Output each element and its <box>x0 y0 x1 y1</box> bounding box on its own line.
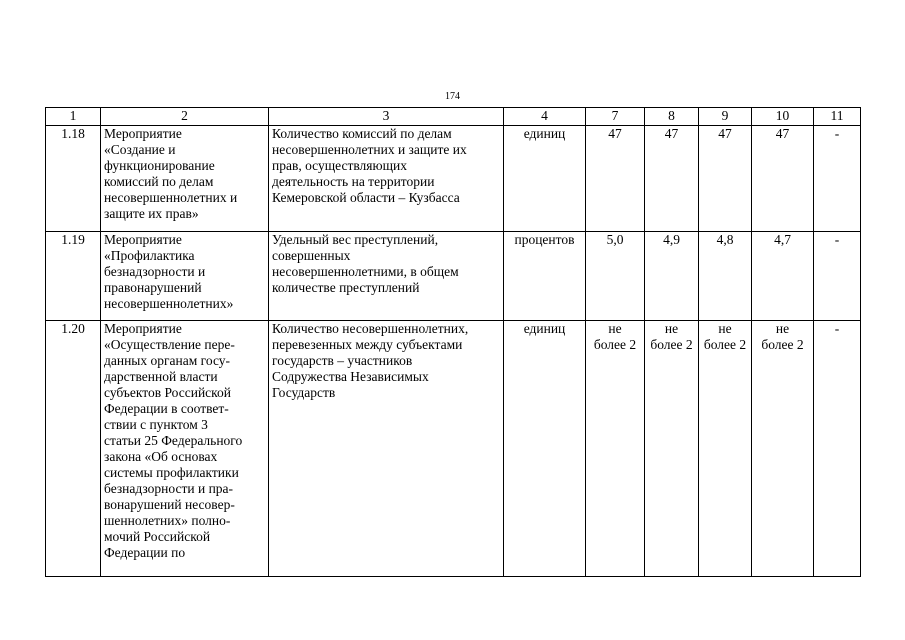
value-col-10: не более 2 <box>752 321 814 577</box>
event-name: Мероприятие «Профилактика безнадзорности и правонарушений несовершеннолетних» <box>101 232 269 321</box>
value-col-7: 5,0 <box>586 232 645 321</box>
event-name: Мероприятие «Создание и функционирование комиссий по делам несовершеннолетних и защите их прав» <box>101 126 269 232</box>
indicators-table <box>45 107 861 577</box>
event-name: Мероприятие «Осуществление пере- данных органам госу- дарственной власти субъектов Российской Федерации в соответ- ствии с пунктом 3 статьи 25 Федерального закона «Об основах системы профилактики безнадзорности и пра- вонарушений несовер- шеннолетних» полно- мочий Российской Федерации по <box>101 321 269 577</box>
value-col-8: 47 <box>645 126 699 232</box>
value-col-11: - <box>814 321 861 577</box>
value-col-9: 47 <box>699 126 752 232</box>
column-header-8: 8 <box>645 108 699 126</box>
column-header-10: 10 <box>752 108 814 126</box>
value-col-8: 4,9 <box>645 232 699 321</box>
column-header-2: 2 <box>101 108 269 126</box>
value-col-7: 47 <box>586 126 645 232</box>
value-col-10: 4,7 <box>752 232 814 321</box>
value-col-11: - <box>814 232 861 321</box>
header-row <box>46 108 861 126</box>
value-col-11: - <box>814 126 861 232</box>
indicator-name: Количество несовершеннолетних, перевезенных между субъектами государств – участников Содружества Независимых Государств <box>269 321 504 577</box>
indicator-name: Количество комиссий по делам несовершеннолетних и защите их прав, осуществляющих деятельность на территории Кемеровской области – Кузбасса <box>269 126 504 232</box>
value-col-7: не более 2 <box>586 321 645 577</box>
column-header-11: 11 <box>814 108 861 126</box>
column-header-7: 7 <box>586 108 645 126</box>
column-header-3: 3 <box>269 108 504 126</box>
table-row <box>46 321 861 577</box>
unit: единиц <box>504 126 586 232</box>
row-number: 1.19 <box>46 232 101 321</box>
column-header-1: 1 <box>46 108 101 126</box>
indicator-name: Удельный вес преступлений, совершенных несовершеннолетними, в общем количестве преступлений <box>269 232 504 321</box>
value-col-8: не более 2 <box>645 321 699 577</box>
value-col-9: не более 2 <box>699 321 752 577</box>
row-number: 1.20 <box>46 321 101 577</box>
column-header-9: 9 <box>699 108 752 126</box>
value-col-10: 47 <box>752 126 814 232</box>
value-col-9: 4,8 <box>699 232 752 321</box>
column-header-4: 4 <box>504 108 586 126</box>
unit: процентов <box>504 232 586 321</box>
row-number: 1.18 <box>46 126 101 232</box>
unit: единиц <box>504 321 586 577</box>
table-row <box>46 126 861 232</box>
table-row <box>46 232 861 321</box>
page-number: 174 <box>445 91 460 102</box>
